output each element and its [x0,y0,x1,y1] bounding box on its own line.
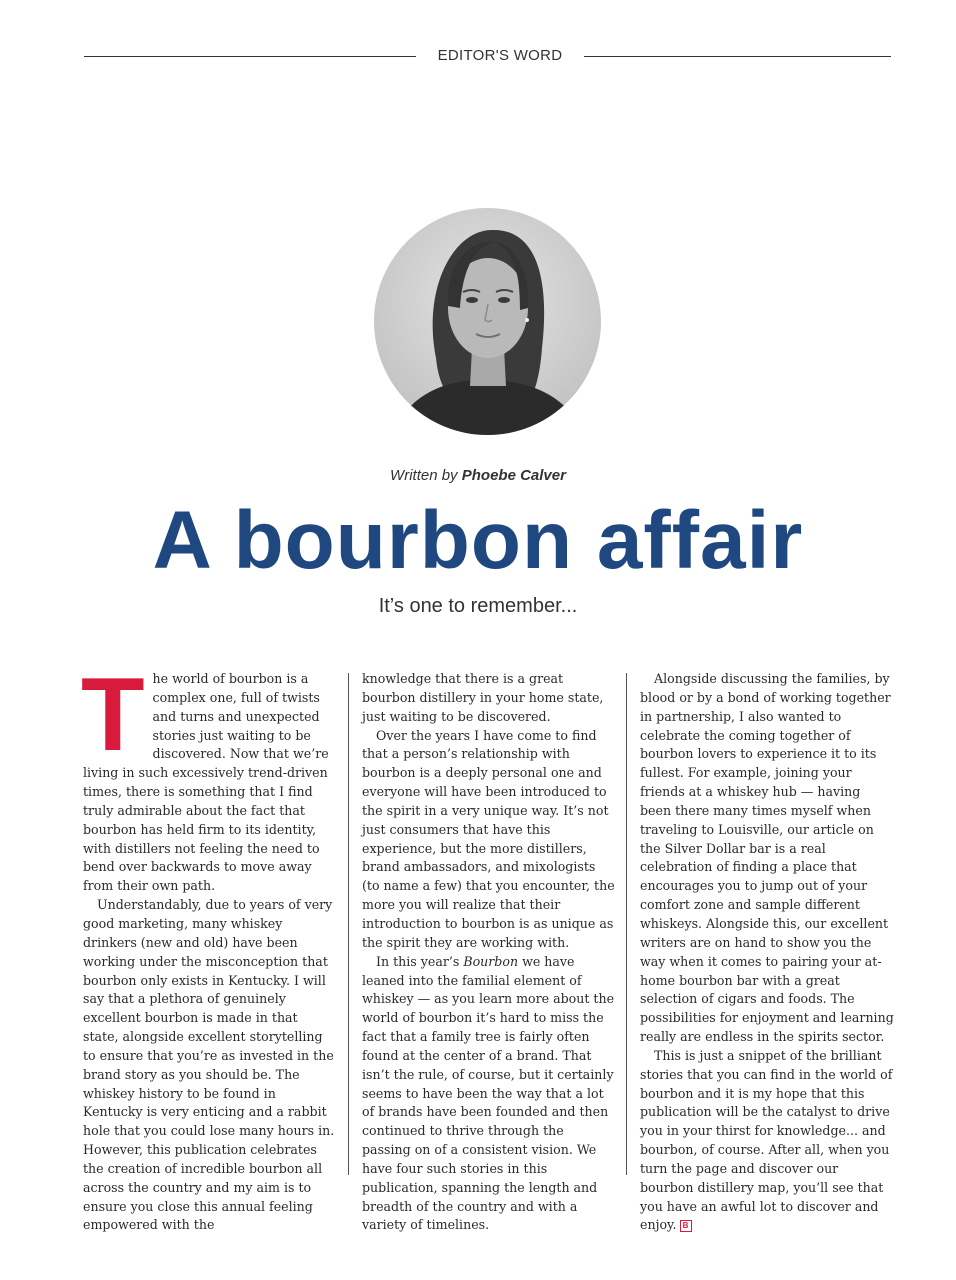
headline: A bourbon affair [152,495,804,586]
publication-title: Bourbon [463,953,519,969]
article-paragraph [640,1047,894,1235]
drop-cap: T [81,657,145,773]
column-divider [348,673,349,1175]
author-portrait [374,208,601,435]
byline-author: Phoebe Calver [461,467,566,484]
column-divider [626,673,627,1175]
article-paragraph: Alongside discussing the families, by blood or by a bond of working together in partnership, I also wanted to celebrate the coming together of bourbon lovers to experience it to its fullest. For example, joining your friends at a whiskey hub — having been there many times myself when traveling to Louisville, our article on the Silver Dollar bar is a real celebration of finding a place that encourages you to jump out of your comfort zone and sample different whiskeys. Alongside this, our excellent writers are on hand to show you the way when it comes to pairing your at-home bourbon bar with a great selection of cigars and foods. The possibilities for enjoyment and learning really are endless in the spirits sector. [640,671,894,1045]
article-paragraph: Over the years I have come to find that a person’s relationship with bourbon is a deeply personal one and everyone will have been introduced to the spirit in a very unique way. It’s not just consumers that have this experience, but the more distillers, brand ambassadors, and mixologists (to name a few) that you encounter, the more you will realize that their introduction to bourbon is as unique as the spirit they are working with. [362,727,615,950]
paragraph-text: we have leaned into the familial element of whiskey — as you learn more about the world of bourbon it’s hard to miss the fact that a family tree is fairly often found at the center of a brand. That isn’t the rule, of course, but it certainly seems to have been the way that a lot of brands have been founded and then continued to thrive through the passing on of a consistent vision. We have four such stories in this publication, spanning the length and breadth of the country and with a variety of timelines. [362,953,615,1233]
article-column-1 [81,657,337,1235]
article-paragraph [362,953,616,1236]
article-paragraph: knowledge that there is a great bourbon distillery in your home state, just waiting to be discovered. [362,671,604,724]
subheadline: It’s one to remember... [378,595,578,617]
byline [0,467,956,484]
article-paragraph [81,657,337,896]
paragraph-text: This is just a snippet of the brilliant stories that you can find in the world of bourbon and it is my hope that this publication will be the catalyst to drive you in your thirst for knowledge... and bourbon, of course. After all, when you turn the page and discover our bourbon distillery map, you’ll see that you have an awful lot to discover and enjoy. [640,1047,893,1233]
header-rule-right [584,56,891,57]
section-label: EDITOR'S WORD [437,47,563,64]
paragraph-text: In this year’s [376,953,464,969]
byline-prefix: Written by [390,467,458,484]
article-column-2 [362,670,616,1235]
article-paragraph: Understandably, due to years of very good marketing, many whiskey drinkers (new and old) have been working under the misconception that bourbon only exists in Kentucky. I will say that a plethora of genuinely excellent bourbon is made in that state, alongside excellent storytelling to ensure that you’re as invested in the brand story as you should be. The whiskey history to be found in Kentucky is very enticing and a rabbit hole that you could lose many hours in. However, this publication celebrates the creation of incredible bourbon all across the country and my aim is to ensure you close this annual feeling empowered with the [83,897,335,1233]
paragraph-text: he world of bourbon is a complex one, full of twists and turns and unexpected stories just waiting to be discovered. Now that we’re living in such excessively trend-driven times, there is something that I find truly admirable about the fact that bourbon has held firm to its identity, with distillers not feeling the need to bend over backwards to move away from their own path. [83,671,329,894]
end-mark-icon: B [680,1220,692,1232]
header-rule-left [84,56,416,57]
article-column-3 [640,670,894,1235]
